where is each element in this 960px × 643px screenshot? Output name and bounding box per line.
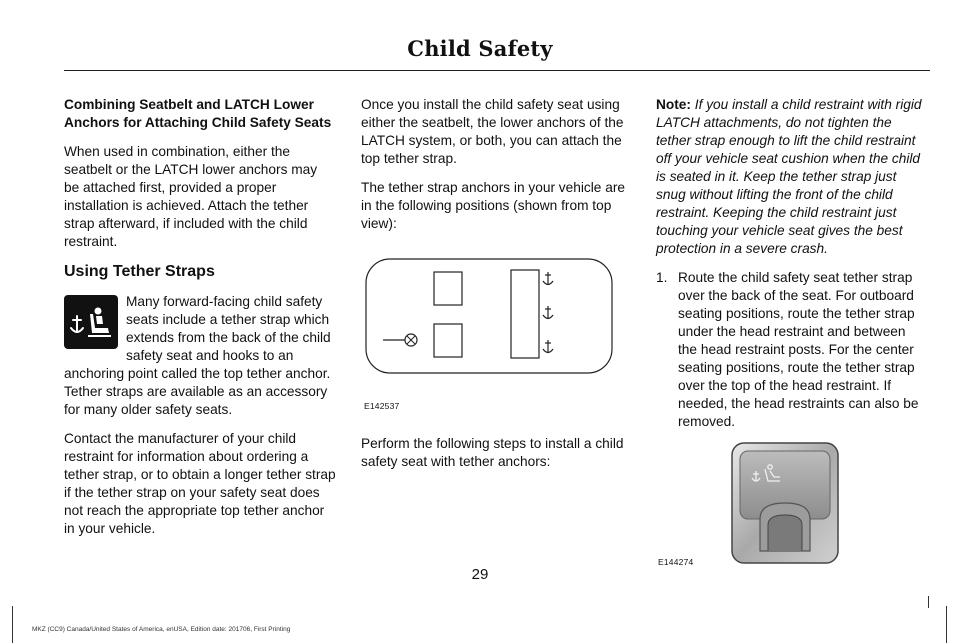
note-text: If you install a child restraint with rigid LATCH attachments, do not tighten the tether strap enough to lift the child restraint off your vehicle seat cushion when the child is seated in it. Keep the tether strap just snug without lifting the front of the child restraint. Keeping the child restraint just touching your vehicle seat gives the best protection in a severe crash.	[656, 97, 922, 256]
crop-mark	[12, 606, 13, 643]
crop-mark	[928, 596, 929, 608]
figure-wrap	[656, 441, 928, 569]
page-title: Child Safety	[407, 36, 553, 61]
paragraph-attach-tether: Once you install the child safety seat using either the seatbelt, the lower anchors of the LATCH system, or both, you can attach the top tether strap.	[361, 97, 624, 166]
figure-code: E144274	[658, 557, 694, 567]
tether-anchor-diagram	[365, 258, 613, 376]
step-number: 1.	[656, 270, 668, 285]
paragraph-manufacturer: Contact the manufacturer of your child restraint for information about ordering a tether strap, or to obtain a longer tether strap if the tether strap on your safety seat does not reach the appropriate top tether anchor in your vehicle.	[64, 431, 336, 536]
child-seat-tether-anchor-icon	[64, 295, 118, 349]
anchor-icon	[543, 272, 553, 285]
figure-code: E142537	[364, 401, 400, 411]
step-text: Route the child safety seat tether strap over the back of the seat. For outboard seating positions, route the tether strap under the head restraint and between the head restraint posts. For the center seating positions, route the tether strap over the top of the head restraint. If needed, the head restraints can also be removed.	[678, 270, 919, 429]
column-left	[64, 96, 336, 549]
paragraph-anchor-positions: The tether strap anchors in your vehicle are in the following positions (shown from top view):	[361, 180, 625, 231]
note	[656, 96, 928, 258]
column-right	[656, 96, 928, 569]
paragraph-combining: When used in combination, either the seatbelt or the LATCH lower anchors may be attached first, provided a proper installation is achieved. Attach the tether strap afterward, if included with the child restraint.	[64, 144, 318, 249]
header-divider	[64, 70, 930, 71]
paragraph-perform-steps: Perform the following steps to install a child safety seat with tether anchors:	[361, 436, 624, 469]
tether-anchor-cover-image	[730, 441, 840, 565]
note-label: Note:	[656, 97, 691, 112]
column-middle	[361, 96, 633, 482]
crop-mark	[946, 606, 947, 643]
page-number: 29	[471, 566, 489, 583]
subheading-combining: Combining Seatbelt and LATCH Lower Anchors for Attaching Child Safety Seats	[64, 97, 332, 130]
edition-footer: MKZ (CC9) Canada/United States of America, enUSA, Edition date: 201706, First Printing	[32, 626, 291, 633]
anchor-icon	[543, 306, 553, 319]
paragraph-tether-intro: Many forward-facing child safety seats include a tether strap which extends from the back of the child safety seat and hooks to an anchoring point called the top tether anchor. Tether straps are available as an accessory for many older safety seats.	[64, 294, 331, 417]
step-item	[656, 269, 928, 431]
section-heading-tether: Using Tether Straps	[64, 263, 215, 280]
anchor-icon	[543, 340, 553, 353]
